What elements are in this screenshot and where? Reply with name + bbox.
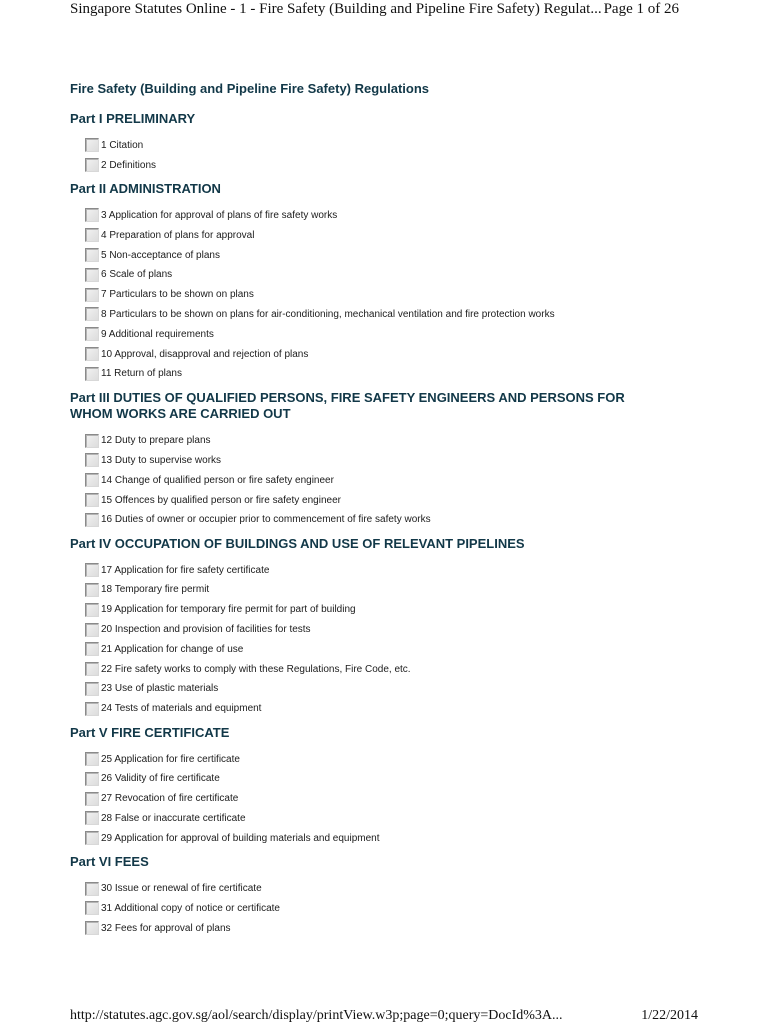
section-item-1[interactable] — [85, 136, 710, 156]
section-label[interactable]: 13 Duty to supervise works — [101, 454, 222, 466]
section-item-14[interactable] — [85, 470, 710, 490]
section-checkbox[interactable] — [85, 811, 99, 825]
section-item-12[interactable] — [85, 431, 710, 451]
section-label[interactable]: 1 Citation — [101, 139, 144, 151]
section-checkbox[interactable] — [85, 642, 99, 656]
document-content — [70, 80, 710, 944]
section-item-19[interactable] — [85, 600, 710, 620]
section-label[interactable]: 12 Duty to prepare plans — [101, 435, 211, 447]
section-list — [70, 749, 710, 848]
section-list — [70, 431, 710, 530]
part-3 — [70, 390, 710, 530]
part-heading-line-2: WHOM WORKS ARE CARRIED OUT — [70, 406, 291, 422]
section-checkbox[interactable] — [85, 347, 99, 361]
section-label[interactable]: 27 Revocation of fire certificate — [101, 793, 239, 805]
section-checkbox[interactable] — [85, 208, 99, 222]
section-label[interactable]: 26 Validity of fire certificate — [101, 773, 220, 785]
section-checkbox[interactable] — [85, 288, 99, 302]
section-label[interactable]: 30 Issue or renewal of fire certificate — [101, 883, 262, 894]
section-item-5[interactable] — [85, 245, 710, 265]
print-footer-date: 1/22/2014 — [641, 1008, 698, 1023]
section-item-9[interactable] — [85, 324, 710, 344]
section-checkbox[interactable] — [85, 901, 99, 915]
section-checkbox[interactable] — [85, 882, 99, 896]
section-item-13[interactable] — [85, 451, 710, 471]
print-footer-url: http://statutes.agc.gov.sg/aol/search/display/printView.w3p;page=0;query=DocId%3A... — [70, 1008, 563, 1023]
section-item-26[interactable] — [85, 769, 710, 789]
section-item-24[interactable] — [85, 699, 710, 719]
section-list — [70, 879, 710, 938]
section-checkbox[interactable] — [85, 367, 99, 381]
section-item-29[interactable] — [85, 828, 710, 848]
section-checkbox[interactable] — [85, 434, 99, 448]
part-heading: Part I PRELIMINARY — [70, 111, 196, 126]
section-checkbox[interactable] — [85, 831, 99, 845]
section-label[interactable]: 9 Additional requirements — [101, 328, 214, 340]
page-number: Page 1 of 26 — [603, 1, 679, 17]
section-item-32[interactable] — [85, 918, 710, 938]
section-checkbox[interactable] — [85, 772, 99, 786]
part-4 — [70, 536, 710, 719]
section-checkbox[interactable] — [85, 138, 99, 152]
section-item-10[interactable] — [85, 344, 710, 364]
part-2 — [70, 181, 710, 384]
section-item-17[interactable] — [85, 560, 710, 580]
section-label[interactable]: 29 Application for approval of building materials and equipment — [101, 832, 380, 844]
part-heading: Part II ADMINISTRATION — [70, 181, 221, 197]
section-checkbox[interactable] — [85, 453, 99, 467]
section-list — [70, 560, 710, 718]
section-item-22[interactable] — [85, 659, 710, 679]
section-checkbox[interactable] — [85, 513, 99, 527]
section-label[interactable]: 4 Preparation of plans for approval — [101, 229, 255, 241]
section-label[interactable]: 32 Fees for approval of plans — [101, 922, 231, 934]
section-item-3[interactable] — [85, 206, 710, 226]
section-item-4[interactable] — [85, 225, 710, 245]
section-label[interactable]: 28 False or inaccurate certificate — [101, 812, 246, 824]
section-item-20[interactable] — [85, 620, 710, 640]
print-header-title: Singapore Statutes Online - 1 - Fire Safety (Building and Pipeline Fire Safety) Regulat... — [70, 1, 602, 17]
section-item-15[interactable] — [85, 490, 710, 510]
part-heading — [70, 390, 710, 423]
section-checkbox[interactable] — [85, 493, 99, 507]
section-label[interactable]: 17 Application for fire safety certificate — [101, 564, 270, 576]
section-list — [70, 136, 710, 176]
section-label[interactable]: 5 Non-acceptance of plans — [101, 249, 220, 261]
section-item-31[interactable] — [85, 898, 710, 918]
section-checkbox[interactable] — [85, 228, 99, 242]
section-checkbox[interactable] — [85, 327, 99, 341]
section-checkbox[interactable] — [85, 792, 99, 806]
part-1 — [70, 111, 710, 175]
section-label[interactable]: 11 Return of plans — [101, 368, 182, 380]
section-label[interactable]: 23 Use of plastic materials — [101, 683, 219, 695]
section-checkbox[interactable] — [85, 158, 99, 172]
section-label[interactable]: 31 Additional copy of notice or certificate — [101, 902, 280, 914]
section-label[interactable]: 14 Change of qualified person or fire safety engineer — [101, 474, 334, 486]
section-item-18[interactable] — [85, 580, 710, 600]
section-label[interactable]: 19 Application for temporary fire permit for part of building — [101, 604, 356, 616]
section-label[interactable]: 6 Scale of plans — [101, 269, 173, 281]
print-header — [70, 0, 700, 18]
part-5 — [70, 725, 710, 848]
part-heading-line-1: Part III DUTIES OF QUALIFIED PERSONS, FIRE SAFETY ENGINEERS AND PERSONS FOR — [70, 389, 625, 405]
section-label[interactable]: 20 Inspection and provision of facilities for tests — [101, 624, 311, 636]
section-label[interactable]: 21 Application for change of use — [101, 643, 244, 655]
section-label[interactable]: 3 Application for approval of plans of fire safety works — [101, 209, 338, 221]
section-label[interactable]: 18 Temporary fire permit — [101, 584, 210, 596]
section-checkbox[interactable] — [85, 583, 99, 597]
section-item-2[interactable] — [85, 155, 710, 175]
section-label[interactable]: 10 Approval, disapproval and rejection of plans — [101, 348, 309, 360]
section-item-6[interactable] — [85, 265, 710, 285]
section-item-11[interactable] — [85, 364, 710, 384]
section-checkbox[interactable] — [85, 702, 99, 716]
section-label[interactable]: 8 Particulars to be shown on plans for air-conditioning, mechanical ventilation and fire protection works — [101, 308, 555, 320]
section-checkbox[interactable] — [85, 662, 99, 676]
section-checkbox[interactable] — [85, 921, 99, 935]
section-item-8[interactable] — [85, 305, 710, 325]
section-item-23[interactable] — [85, 679, 710, 699]
section-checkbox[interactable] — [85, 623, 99, 637]
part-6 — [70, 854, 710, 938]
section-item-16[interactable] — [85, 510, 710, 530]
section-item-21[interactable] — [85, 639, 710, 659]
section-item-7[interactable] — [85, 285, 710, 305]
print-footer — [70, 1007, 698, 1025]
section-label[interactable]: 16 Duties of owner or occupier prior to commencement of fire safety works — [101, 514, 431, 526]
section-checkbox[interactable] — [85, 752, 99, 766]
section-label[interactable]: 22 Fire safety works to comply with these Regulations, Fire Code, etc. — [101, 663, 411, 675]
part-heading: Part IV OCCUPATION OF BUILDINGS AND USE OF RELEVANT PIPELINES — [70, 535, 525, 551]
part-heading: Part VI FEES — [70, 854, 149, 870]
section-label[interactable]: 25 Application for fire certificate — [101, 753, 240, 765]
section-label[interactable]: 2 Definitions — [101, 159, 157, 171]
section-label[interactable]: 15 Offences by qualified person or fire safety engineer — [101, 494, 341, 506]
section-item-25[interactable] — [85, 749, 710, 769]
section-label[interactable]: 7 Particulars to be shown on plans — [101, 289, 254, 301]
section-checkbox[interactable] — [85, 473, 99, 487]
section-label[interactable]: 24 Tests of materials and equipment — [101, 703, 262, 715]
part-heading: Part V FIRE CERTIFICATE — [70, 724, 230, 740]
section-item-30[interactable] — [85, 879, 710, 899]
document-title: Fire Safety (Building and Pipeline Fire Safety) Regulations — [70, 81, 430, 96]
section-checkbox[interactable] — [85, 248, 99, 262]
section-list — [70, 206, 710, 384]
section-item-27[interactable] — [85, 789, 710, 809]
section-checkbox[interactable] — [85, 563, 99, 577]
section-checkbox[interactable] — [85, 268, 99, 282]
section-checkbox[interactable] — [85, 682, 99, 696]
section-checkbox[interactable] — [85, 603, 99, 617]
section-checkbox[interactable] — [85, 307, 99, 321]
section-item-28[interactable] — [85, 809, 710, 829]
